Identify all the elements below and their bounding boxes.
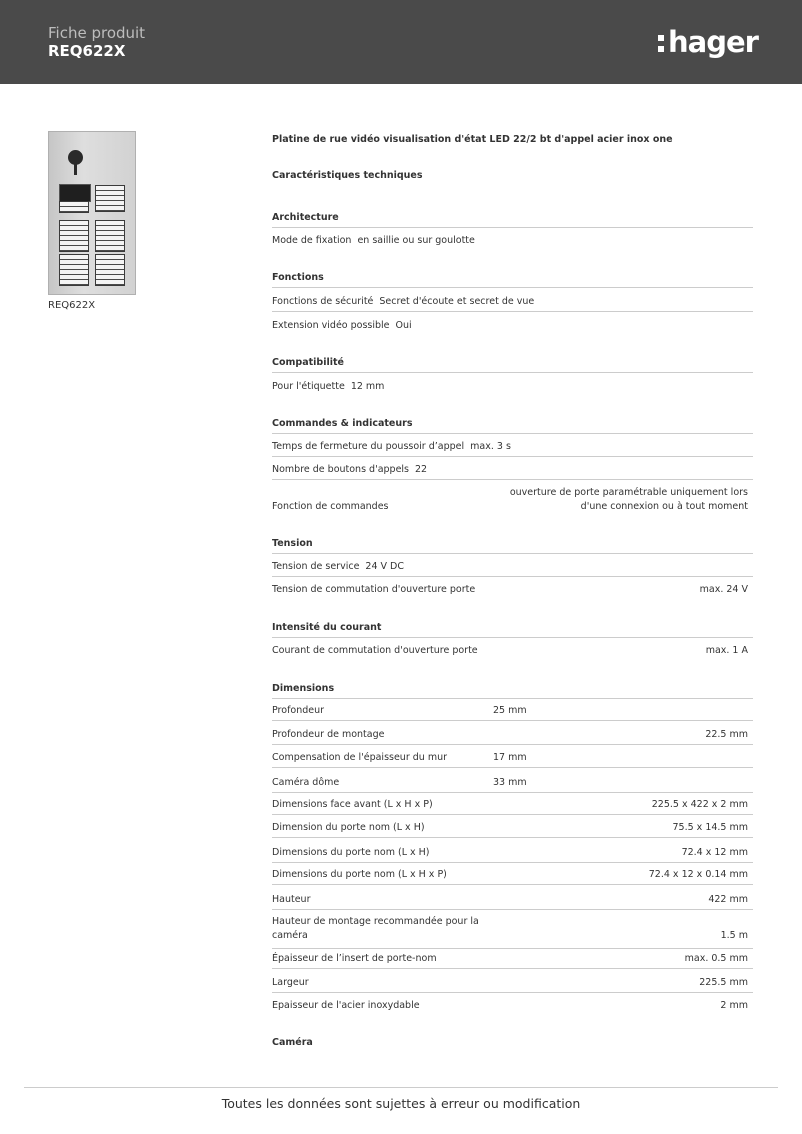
spec-label: Compensation de l'épaisseur du mur [272, 752, 448, 763]
spec-value: 422 mm [708, 894, 748, 905]
spec-label: Courant de commutation d'ouverture porte [272, 645, 478, 656]
spec-label: Nombre de boutons d'appels [272, 464, 410, 475]
spec-row [272, 584, 753, 595]
spec-label: Dimension du porte nom (L x H) [272, 822, 425, 833]
spec-label: Fonction de commandes [272, 501, 389, 512]
spec-row [272, 977, 753, 988]
spec-label: Profondeur de montage [272, 729, 385, 740]
spec-row [272, 953, 753, 964]
spec-row [272, 296, 753, 307]
spec-row [272, 320, 753, 331]
logo-dots-icon [658, 32, 666, 56]
spec-value: max. 24 V [699, 584, 748, 595]
spec-label: Épaisseur de l’insert de porte-nom [272, 953, 437, 964]
section-courant-title: Intensité du courant [272, 622, 753, 636]
spec-label: Tension de commutation d'ouverture porte [272, 584, 476, 595]
footer-disclaimer: Toutes les données sont sujettes à erreur ou modification [221, 1096, 581, 1111]
spec-value: 225.5 x 422 x 2 mm [651, 799, 748, 810]
spec-row [272, 894, 753, 905]
spec-label: Largeur [272, 977, 309, 988]
spec-value: en saillie ou sur goulotte [357, 235, 475, 246]
spec-value-line1: ouverture de porte paramétrable uniquement lors [509, 487, 748, 498]
spec-value: 22.5 mm [705, 729, 748, 740]
spec-row [272, 822, 753, 833]
camera-lens-icon [68, 150, 83, 165]
spec-label: Extension vidéo possible [272, 320, 390, 331]
section-compatibilite-title: Compatibilité [272, 357, 753, 371]
spec-row [272, 729, 753, 740]
spec-value: 17 mm [493, 752, 527, 763]
spec-value: Oui [395, 320, 412, 331]
nameplate-buttons [95, 185, 125, 212]
product-image [48, 131, 136, 295]
spec-value: 22 [415, 464, 428, 475]
spec-label: Profondeur [272, 705, 325, 716]
spec-row [272, 645, 753, 656]
spec-row [272, 869, 753, 880]
brand-name: hager [668, 25, 758, 59]
spec-row [272, 487, 753, 515]
section-dimensions-title: Dimensions [272, 683, 753, 697]
spec-row [272, 464, 753, 475]
spec-label: Dimensions face avant (L x H x P) [272, 799, 433, 810]
spec-label: Pour l'étiquette [272, 381, 345, 392]
spec-value: 2 mm [720, 1000, 748, 1011]
spec-label: Dimensions du porte nom (L x H) [272, 847, 430, 858]
spec-row [272, 752, 753, 763]
spec-value: max. 3 s [470, 441, 511, 452]
nameplate-buttons [95, 254, 125, 286]
spec-label: Dimensions du porte nom (L x H x P) [272, 869, 447, 880]
brand-logo [658, 22, 758, 62]
spec-row [272, 381, 753, 392]
spec-value: Secret d'écoute et secret de vue [379, 296, 535, 307]
nameplate-buttons [95, 220, 125, 252]
section-camera-title: Caméra [272, 1037, 313, 1048]
spec-label: Fonctions de sécurité [272, 296, 374, 307]
spec-row [272, 777, 753, 788]
spec-label: Hauteur [272, 894, 311, 905]
footer-divider [24, 1087, 778, 1088]
product-title: Platine de rue vidéo visualisation d'état LED 22/2 bt d'appel acier inox one [272, 134, 673, 145]
spec-value: max. 1 A [705, 645, 748, 656]
spec-label: Tension de service [272, 561, 360, 572]
spec-value: 225.5 mm [699, 977, 748, 988]
spec-label: Temps de fermeture du poussoir d’appel [272, 441, 465, 452]
header-product-code: REQ622X [48, 42, 126, 60]
spec-value: 24 V DC [365, 561, 404, 572]
camera-stem [74, 164, 77, 175]
section-architecture-title: Architecture [272, 212, 753, 226]
nameplate-buttons [59, 220, 89, 252]
spec-row [272, 799, 753, 810]
nameplate-buttons [59, 201, 89, 213]
spec-row [272, 441, 753, 452]
spec-value: 75.5 x 14.5 mm [672, 822, 748, 833]
spec-row [272, 1000, 753, 1011]
spec-row [272, 705, 753, 716]
spec-value-line2: d'une connexion ou à tout moment [580, 501, 748, 512]
spec-row [272, 235, 753, 246]
nameplate-buttons [59, 254, 89, 286]
led-display [59, 184, 91, 202]
spec-value: 12 mm [350, 381, 385, 392]
spec-value: 72.4 x 12 mm [681, 847, 748, 858]
spec-value: max. 0.5 mm [684, 953, 748, 964]
spec-row [272, 561, 753, 572]
spec-label-line1: Hauteur de montage recommandée pour la [272, 916, 479, 927]
page-header [0, 0, 802, 84]
spec-value: 72.4 x 12 x 0.14 mm [648, 869, 748, 880]
spec-row [272, 847, 753, 858]
spec-row [272, 916, 753, 944]
spec-label: Mode de fixation [272, 235, 352, 246]
spec-value: 25 mm [493, 705, 527, 716]
spec-value: 33 mm [493, 777, 527, 788]
spec-label: Epaisseur de l'acier inoxydable [272, 1000, 420, 1011]
image-caption: REQ622X [48, 300, 96, 311]
spec-label-line2: caméra [272, 930, 308, 941]
header-kicker: Fiche produit [48, 24, 146, 42]
section-tension-title: Tension [272, 538, 753, 552]
spec-value: 1.5 m [720, 930, 748, 941]
spec-label: Caméra dôme [272, 777, 340, 788]
section-commandes-title: Commandes & indicateurs [272, 418, 753, 432]
spec-subtitle: Caractéristiques techniques [272, 170, 423, 181]
section-fonctions-title: Fonctions [272, 272, 753, 286]
